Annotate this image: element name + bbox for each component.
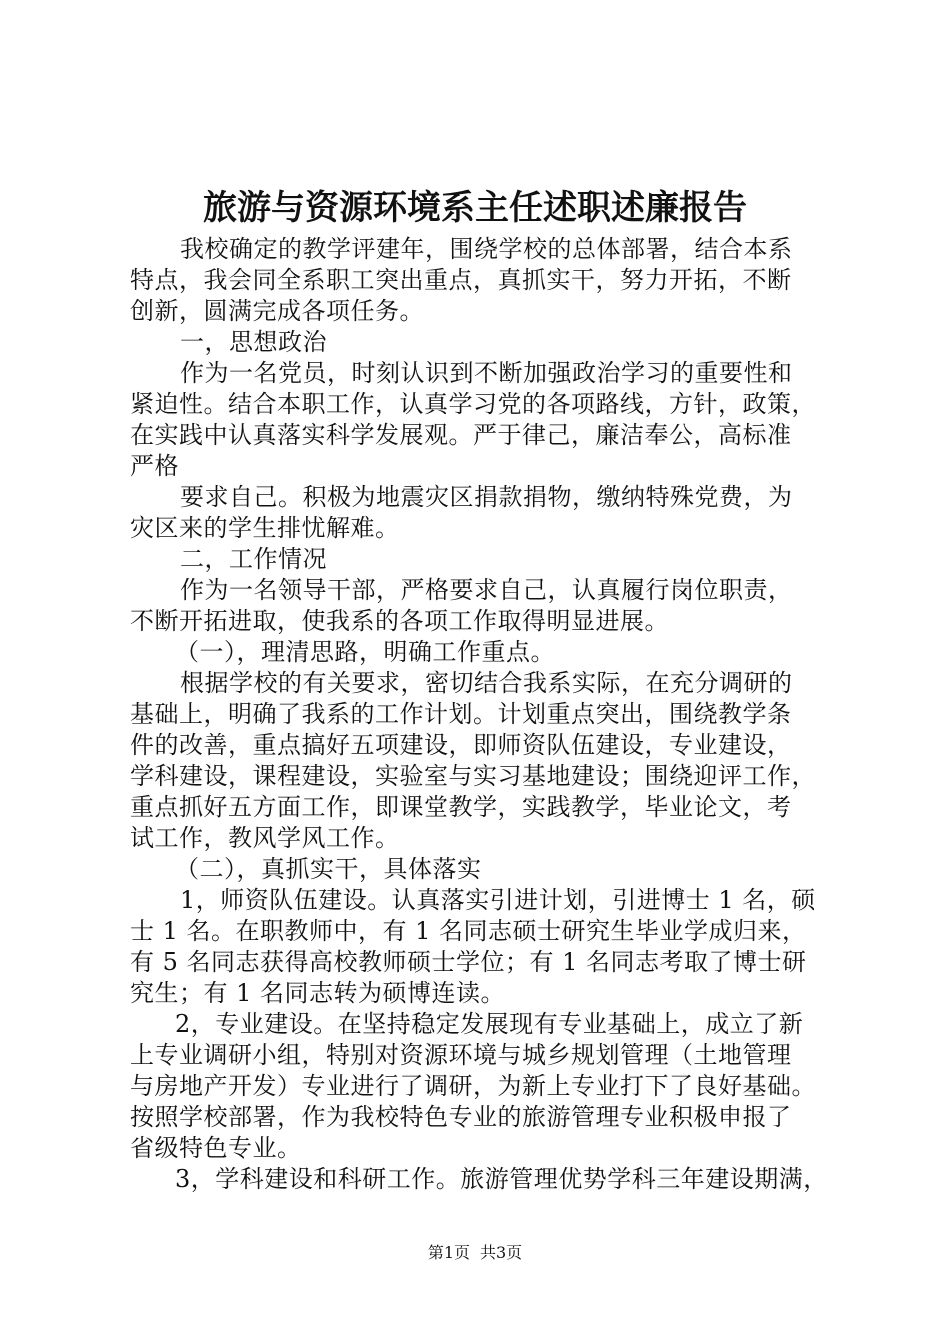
text-line: 严格: [130, 452, 179, 480]
text-line: 我校确定的教学评建年，围绕学校的总体部署，结合本系: [180, 235, 793, 263]
text-line: 与房地产开发）专业进行了调研，为新上专业打下了良好基础。: [130, 1072, 816, 1100]
text-line: 在实践中认真落实科学发展观。严于律己，廉洁奉公，高标准: [130, 421, 792, 449]
text-line: 根据学校的有关要求，密切结合我系实际，在充分调研的: [180, 669, 793, 697]
document-title: 旅游与资源环境系主任述职述廉报告: [203, 188, 747, 228]
page-number: 第1页: [427, 1243, 470, 1262]
text-line: 一，思想政治: [180, 328, 327, 356]
text-line: 灾区来的学生排忧解难。: [130, 514, 400, 542]
page-footer: [0, 1243, 950, 1263]
text-line: 士 1 名。在职教师中，有 1 名同志硕士研究生毕业学成归来，: [130, 917, 807, 945]
text-line: 上专业调研小组，特别对资源环境与城乡规划管理（土地管理: [130, 1041, 792, 1069]
page-total: 共3页: [480, 1243, 523, 1262]
text-line: 1，师资队伍建设。认真落实引进计划，引进博士 1 名，硕: [180, 886, 816, 914]
text-line: 3，学科建设和科研工作。旅游管理优势学科三年建设期满，: [175, 1165, 828, 1193]
text-line: 有 5 名同志获得高校教师硕士学位；有 1 名同志考取了博士研: [130, 948, 807, 976]
text-line: 二，工作情况: [180, 545, 327, 573]
text-line: 重点抓好五方面工作，即课堂教学，实践教学，毕业论文，考: [130, 793, 792, 821]
text-line: 作为一名领导干部，严格要求自己，认真履行岗位职责，: [180, 576, 793, 604]
text-line: 学科建设，课程建设，实验室与实习基地建设；围绕迎评工作，: [130, 762, 816, 790]
text-line: 创新，圆满完成各项任务。: [130, 297, 424, 325]
text-line: 要求自己。积极为地震灾区捐款捐物，缴纳特殊党费，为: [180, 483, 793, 511]
text-line: 2，专业建设。在坚持稳定发展现有专业基础上，成立了新: [175, 1010, 804, 1038]
document-body: [130, 234, 835, 1195]
text-line: 作为一名党员，时刻认识到不断加强政治学习的重要性和: [180, 359, 793, 387]
text-line: 特点，我会同全系职工突出重点，真抓实干，努力开拓，不断: [130, 266, 792, 294]
text-line: 不断开拓进取，使我系的各项工作取得明显进展。: [130, 607, 669, 635]
text-line: 基础上，明确了我系的工作计划。计划重点突出，围绕教学条: [130, 700, 792, 728]
text-line: 按照学校部署，作为我校特色专业的旅游管理专业积极申报了: [130, 1103, 792, 1131]
text-line: 究生；有 1 名同志转为硕博连读。: [130, 979, 506, 1007]
text-line: 省级特色专业。: [130, 1134, 302, 1162]
text-line: 件的改善，重点搞好五项建设，即师资队伍建设，专业建设，: [130, 731, 792, 759]
text-line: 紧迫性。结合本职工作，认真学习党的各项路线，方针，政策，: [130, 390, 816, 418]
text-line: （二），真抓实干，具体落实: [175, 855, 482, 883]
text-line: （一），理清思路，明确工作重点。: [175, 638, 555, 666]
text-line: 试工作，教风学风工作。: [130, 824, 400, 852]
